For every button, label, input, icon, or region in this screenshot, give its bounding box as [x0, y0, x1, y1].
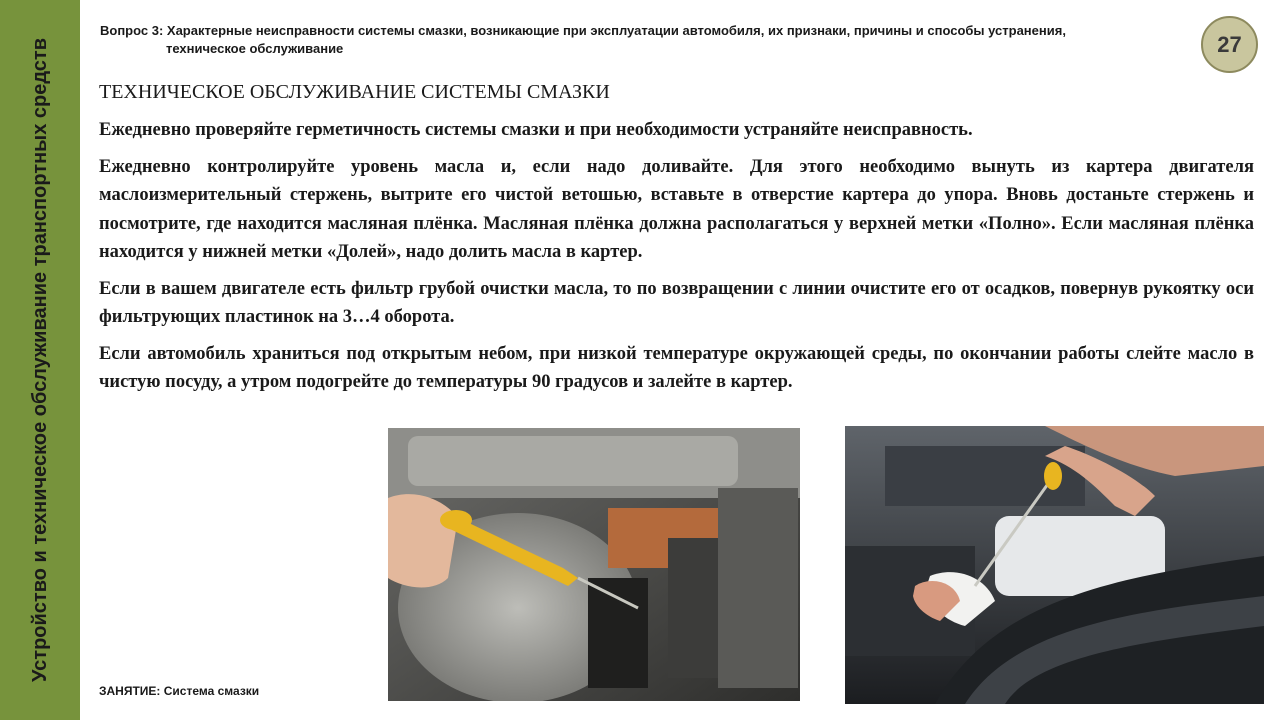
slide-number-badge: 27 — [1201, 16, 1258, 73]
engine-dipstick-image — [388, 428, 800, 701]
engine-wiping-dipstick-image — [845, 426, 1264, 704]
sidebar-title: Устройство и техническое обслуживание транспортных средств — [29, 37, 51, 683]
dipstick-photo-right — [845, 426, 1264, 704]
section-heading: ТЕХНИЧЕСКОЕ ОБСЛУЖИВАНИЕ СИСТЕМЫ СМАЗКИ — [99, 81, 610, 103]
question-line-2: техническое обслуживание — [166, 41, 344, 56]
dipstick-photo-left — [388, 428, 800, 701]
paragraph: Ежедневно контролируйте уровень масла и, если надо доливайте. Для этого необходимо вынуть из картера двигателя маслоизмерительный стержень, вытрите его чистой ветошью, вставьте в отверстие картера до упора. Вновь достаньте стержень и посмотрите, где находится масляная плёнка. Масляная плёнка должна располагаться у верхней метки «Полно». Если масляная плёнка находится у нижней метки «Долей», надо долить масла в картер. — [99, 156, 1254, 262]
paragraph: Если автомобиль храниться под открытым небом, при низкой температуре окружающей среды, по окончании работы слейте масло в чистую посуду, а утром подогрейте до температуры 90 градусов и залейте в картер. — [99, 343, 1254, 392]
lesson-footer: ЗАНЯТИЕ: Система смазки — [99, 684, 260, 698]
main-content — [99, 78, 1254, 405]
question-header — [100, 22, 1180, 58]
sidebar — [0, 0, 80, 720]
paragraph: Если в вашем двигателе есть фильтр грубой очистки масла, то по возвращении с линии очистите его от осадков, повернув рукоятку оси фильтрующих пластинок на 3…4 оборота. — [99, 278, 1254, 327]
question-line-1: Вопрос 3: Характерные неисправности системы смазки, возникающие при эксплуатации автомобиля, их признаки, причины и способы устранения, — [100, 23, 1066, 38]
paragraph: Ежедневно проверяйте герметичность системы смазки и при необходимости устраняйте неисправность. — [99, 120, 973, 140]
